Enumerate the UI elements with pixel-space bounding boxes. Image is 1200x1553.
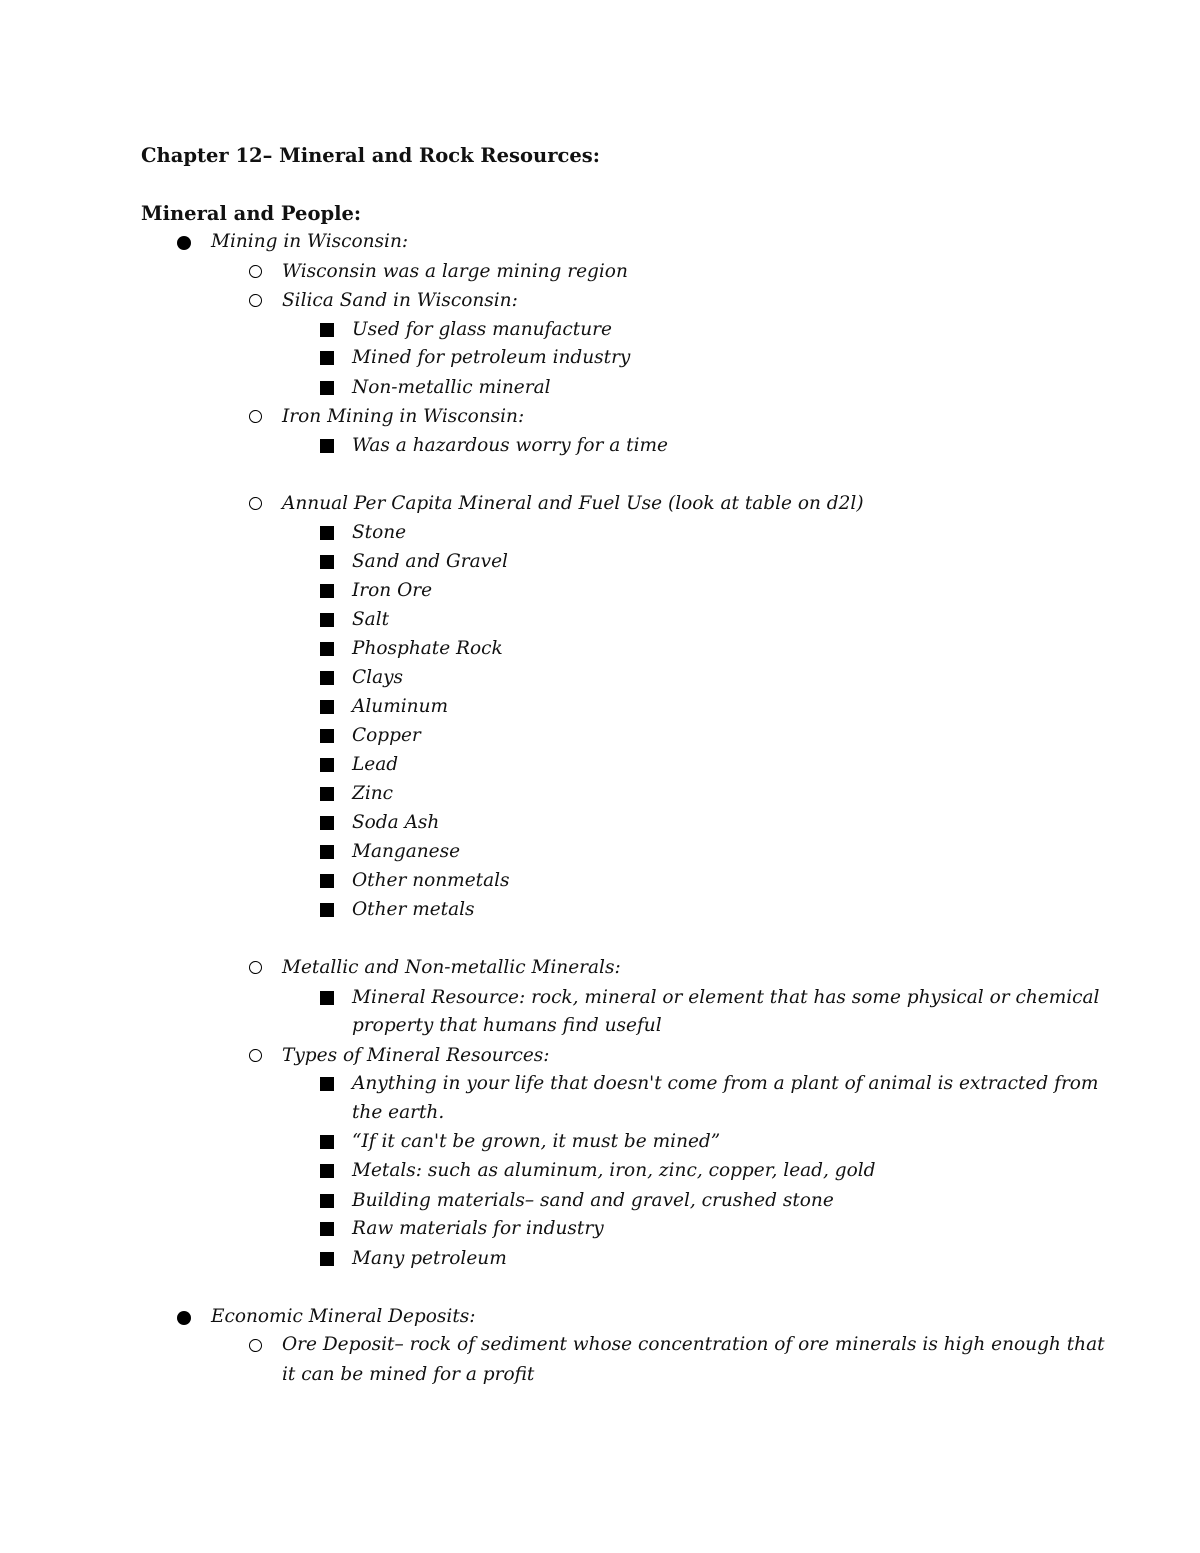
square-bullet-icon [320,874,334,888]
metallic-label: Metallic and Non-metallic Minerals: [282,957,621,978]
economic-label: Economic Mineral Deposits: [211,1306,476,1327]
square-bullet-icon [320,1222,334,1236]
list-item: “If it can't be grown, it must be mined” [352,1131,721,1152]
list-item: Phosphate Rock [352,638,503,659]
hollow-circle-bullet-icon [249,961,262,974]
chapter-title: Chapter 12– Mineral and Rock Resources: [141,144,600,167]
section-heading: Mineral and People: [141,202,362,225]
annual-label: Annual Per Capita Mineral and Fuel Use (look at table on d2l) [282,493,864,514]
square-bullet-icon [320,584,334,598]
square-bullet-icon [320,1164,334,1178]
square-bullet-icon [320,351,334,365]
square-bullet-icon [320,381,334,395]
list-item: Aluminum [352,696,449,717]
square-bullet-icon [320,613,334,627]
square-bullet-icon [320,439,334,453]
square-bullet-icon [320,816,334,830]
hollow-circle-bullet-icon [249,497,262,510]
list-item: Building materials– sand and gravel, crushed stone [352,1190,834,1211]
hollow-circle-bullet-icon [249,410,262,423]
hollow-circle-bullet-icon [249,1339,262,1352]
filled-circle-bullet-icon [177,1311,191,1325]
list-item: Lead [352,754,399,775]
square-bullet-icon [320,323,334,337]
list-item: Clays [352,667,404,688]
silica-label: Silica Sand in Wisconsin: [282,290,518,311]
list-item: Other nonmetals [352,870,510,891]
square-bullet-icon [320,700,334,714]
square-bullet-icon [320,1077,334,1091]
square-bullet-icon [320,787,334,801]
hollow-circle-bullet-icon [249,265,262,278]
list-item: Ore Deposit– rock of sediment whose concentration of ore minerals is high enough that [282,1334,1105,1355]
list-item: Anything in your life that doesn't come from a plant of animal is extracted from [352,1073,1099,1094]
square-bullet-icon [320,526,334,540]
list-item: Mined for petroleum industry [352,347,631,368]
hollow-circle-bullet-icon [249,1049,262,1062]
list-item: Stone [352,522,407,543]
list-item-continuation: the earth. [352,1102,445,1123]
types-label: Types of Mineral Resources: [282,1045,550,1066]
square-bullet-icon [320,845,334,859]
hollow-circle-bullet-icon [249,294,262,307]
list-item: Iron Ore [352,580,433,601]
square-bullet-icon [320,903,334,917]
list-item: Wisconsin was a large mining region [282,261,628,282]
square-bullet-icon [320,642,334,656]
square-bullet-icon [320,671,334,685]
list-item: Salt [352,609,390,630]
square-bullet-icon [320,555,334,569]
list-item: Soda Ash [352,812,440,833]
list-item: Other metals [352,899,475,920]
list-item: Metals: such as aluminum, iron, zinc, copper, lead, gold [352,1160,876,1181]
list-item: Was a hazardous worry for a time [352,435,669,456]
list-item: Manganese [352,841,461,862]
list-item: Sand and Gravel [352,551,508,572]
square-bullet-icon [320,1135,334,1149]
square-bullet-icon [320,729,334,743]
list-item: Non-metallic mineral [352,377,551,398]
list-item: Zinc [352,783,394,804]
list-item: Copper [352,725,421,746]
square-bullet-icon [320,1194,334,1208]
list-item: Raw materials for industry [352,1218,604,1239]
list-item: Used for glass manufacture [352,319,612,340]
list-item-continuation: it can be mined for a profit [282,1364,535,1385]
iron-label: Iron Mining in Wisconsin: [282,406,525,427]
square-bullet-icon [320,991,334,1005]
list-item: Many petroleum [352,1248,507,1269]
list-item: Mineral Resource: rock, mineral or element that has some physical or chemical [352,987,1100,1008]
filled-circle-bullet-icon [177,236,191,250]
list-item-continuation: property that humans find useful [352,1015,662,1036]
square-bullet-icon [320,758,334,772]
square-bullet-icon [320,1252,334,1266]
mining-wisconsin-label: Mining in Wisconsin: [211,231,409,252]
